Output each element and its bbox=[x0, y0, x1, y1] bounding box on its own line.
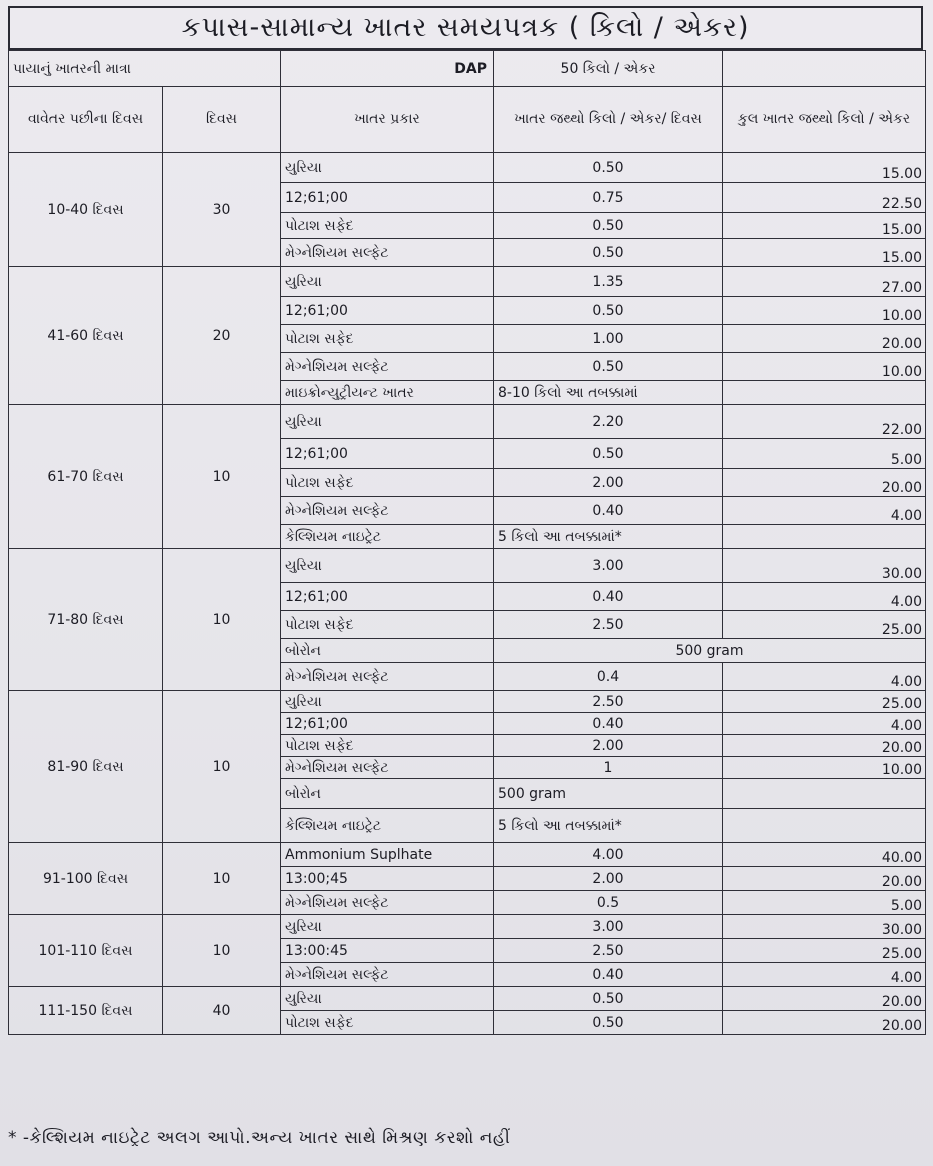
per-day-qty-cell: 1.00 bbox=[494, 325, 723, 353]
total-qty-cell: 30.00 bbox=[723, 915, 926, 939]
table-row bbox=[9, 915, 926, 939]
days-cell: 10 bbox=[163, 549, 281, 691]
header-days: દિવસ bbox=[163, 87, 281, 153]
per-day-qty-cell: 0.40 bbox=[494, 583, 723, 611]
per-day-qty-cell: 0.50 bbox=[494, 1011, 723, 1035]
fertilizer-type-cell: યુરિયા bbox=[281, 405, 494, 439]
per-day-qty-cell: 2.00 bbox=[494, 867, 723, 891]
schedule-table bbox=[8, 50, 926, 1035]
segment-cell: 81-90 દિવસ bbox=[9, 691, 163, 843]
fertilizer-type-cell: યુરિયા bbox=[281, 153, 494, 183]
segment-cell: 41-60 દિવસ bbox=[9, 267, 163, 405]
days-cell: 20 bbox=[163, 267, 281, 405]
days-cell: 10 bbox=[163, 843, 281, 915]
per-day-qty-cell: 1.35 bbox=[494, 267, 723, 297]
basal-empty-cell bbox=[723, 51, 926, 87]
fertilizer-type-cell: 13:00:45 bbox=[281, 939, 494, 963]
fertilizer-type-cell: પોટાશ સફેદ bbox=[281, 1011, 494, 1035]
table-row bbox=[9, 987, 926, 1011]
per-day-qty-cell: 0.50 bbox=[494, 297, 723, 325]
fertilizer-type-cell: મેગ્નેશિયમ સલ્ફેટ bbox=[281, 239, 494, 267]
total-qty-cell: 20.00 bbox=[723, 987, 926, 1011]
table-row bbox=[9, 405, 926, 439]
total-qty-cell: 4.00 bbox=[723, 583, 926, 611]
fertilizer-type-cell: 12;61;00 bbox=[281, 297, 494, 325]
fertilizer-type-cell: યુરિયા bbox=[281, 915, 494, 939]
per-day-qty-cell: 0.4 bbox=[494, 663, 723, 691]
days-cell: 40 bbox=[163, 987, 281, 1035]
note-cell: 500 gram bbox=[494, 639, 926, 663]
segment-cell: 101-110 દિવસ bbox=[9, 915, 163, 987]
basal-label: પાયાનું ખાતરની માત્રા bbox=[9, 51, 281, 87]
days-cell: 30 bbox=[163, 153, 281, 267]
segment-cell: 71-80 દિવસ bbox=[9, 549, 163, 691]
total-qty-cell: 10.00 bbox=[723, 757, 926, 779]
per-day-qty-cell: 0.40 bbox=[494, 497, 723, 525]
total-qty-cell: 22.50 bbox=[723, 183, 926, 213]
total-qty-cell: 4.00 bbox=[723, 713, 926, 735]
table-row bbox=[9, 843, 926, 867]
fertilizer-type-cell: 12;61;00 bbox=[281, 183, 494, 213]
fertilizer-type-cell: 12;61;00 bbox=[281, 439, 494, 469]
per-day-qty-cell: 0.50 bbox=[494, 213, 723, 239]
per-day-qty-cell: 4.00 bbox=[494, 843, 723, 867]
segment-cell: 111-150 દિવસ bbox=[9, 987, 163, 1035]
segment-cell: 91-100 દિવસ bbox=[9, 843, 163, 915]
fertilizer-type-cell: બોરોન bbox=[281, 779, 494, 809]
total-qty-cell: 20.00 bbox=[723, 469, 926, 497]
total-qty-cell: 10.00 bbox=[723, 353, 926, 381]
fertilizer-type-cell: કેલ્શિયમ નાઇટ્રેટ bbox=[281, 525, 494, 549]
note-cell: 5 કિલો આ તબક્કામાં* bbox=[494, 809, 723, 843]
basal-quantity: 50 કિલો / એકર bbox=[494, 51, 723, 87]
fertilizer-type-cell: પોટાશ સફેદ bbox=[281, 325, 494, 353]
basal-fertilizer: DAP bbox=[281, 51, 494, 87]
footnote: * -કેલ્શિયમ નાઇટ્રેટ અલગ આપો.અન્ય ખાતર સાથે મિશ્રણ કરશો નહીં bbox=[8, 1128, 511, 1148]
total-qty-cell: 5.00 bbox=[723, 891, 926, 915]
note-cell: 5 કિલો આ તબક્કામાં* bbox=[494, 525, 723, 549]
total-qty-cell: 4.00 bbox=[723, 663, 926, 691]
total-qty-cell: 25.00 bbox=[723, 939, 926, 963]
per-day-qty-cell: 0.5 bbox=[494, 891, 723, 915]
fertilizer-type-cell: મેગ્નેશિયમ સલ્ફેટ bbox=[281, 497, 494, 525]
total-qty-cell: 20.00 bbox=[723, 325, 926, 353]
days-cell: 10 bbox=[163, 405, 281, 549]
total-qty-cell bbox=[723, 809, 926, 843]
fertilizer-type-cell: યુરિયા bbox=[281, 267, 494, 297]
header-total-qty: કુલ ખાતર જથ્થો કિલો / એકર bbox=[723, 87, 926, 153]
table-row bbox=[9, 153, 926, 183]
fertilizer-type-cell: મેગ્નેશિયમ સલ્ફેટ bbox=[281, 353, 494, 381]
per-day-qty-cell: 1 bbox=[494, 757, 723, 779]
total-qty-cell: 5.00 bbox=[723, 439, 926, 469]
total-qty-cell: 27.00 bbox=[723, 267, 926, 297]
per-day-qty-cell: 3.00 bbox=[494, 915, 723, 939]
per-day-qty-cell: 0.50 bbox=[494, 987, 723, 1011]
per-day-qty-cell: 0.50 bbox=[494, 439, 723, 469]
basal-row bbox=[9, 51, 926, 87]
total-qty-cell: 4.00 bbox=[723, 963, 926, 987]
per-day-qty-cell: 2.20 bbox=[494, 405, 723, 439]
per-day-qty-cell: 2.00 bbox=[494, 735, 723, 757]
per-day-qty-cell: 0.50 bbox=[494, 239, 723, 267]
total-qty-cell bbox=[723, 525, 926, 549]
per-day-qty-cell: 0.40 bbox=[494, 963, 723, 987]
fertilizer-type-cell: 12;61;00 bbox=[281, 583, 494, 611]
header-fertilizer-type: ખાતર પ્રકાર bbox=[281, 87, 494, 153]
per-day-qty-cell: 0.50 bbox=[494, 353, 723, 381]
total-qty-cell: 20.00 bbox=[723, 1011, 926, 1035]
total-qty-cell: 40.00 bbox=[723, 843, 926, 867]
note-cell: 8-10 કિલો આ તબક્કામાં bbox=[494, 381, 723, 405]
fertilizer-type-cell: યુરિયા bbox=[281, 549, 494, 583]
total-qty-cell: 15.00 bbox=[723, 239, 926, 267]
fertilizer-type-cell: યુરિયા bbox=[281, 691, 494, 713]
days-cell: 10 bbox=[163, 915, 281, 987]
total-qty-cell: 15.00 bbox=[723, 213, 926, 239]
fertilizer-type-cell: મેગ્નેશિયમ સલ્ફેટ bbox=[281, 963, 494, 987]
page-title: કપાસ-સામાન્ય ખાતર સમયપત્રક ( કિલો / એકર) bbox=[8, 6, 923, 50]
fertilizer-type-cell: મેગ્નેશિયમ સલ્ફેટ bbox=[281, 757, 494, 779]
per-day-qty-cell: 2.50 bbox=[494, 611, 723, 639]
total-qty-cell: 4.00 bbox=[723, 497, 926, 525]
per-day-qty-cell: 0.75 bbox=[494, 183, 723, 213]
total-qty-cell: 30.00 bbox=[723, 549, 926, 583]
fertilizer-type-cell: 13:00;45 bbox=[281, 867, 494, 891]
days-cell: 10 bbox=[163, 691, 281, 843]
total-qty-cell: 22.00 bbox=[723, 405, 926, 439]
schedule-table-body bbox=[9, 51, 926, 1035]
total-qty-cell: 20.00 bbox=[723, 735, 926, 757]
fertilizer-type-cell: માઇક્રોન્યુટ્રીયન્ટ ખાતર bbox=[281, 381, 494, 405]
total-qty-cell: 20.00 bbox=[723, 867, 926, 891]
note-cell: 500 gram bbox=[494, 779, 723, 809]
fertilizer-type-cell: મેગ્નેશિયમ સલ્ફેટ bbox=[281, 891, 494, 915]
fertilizer-type-cell: 12;61;00 bbox=[281, 713, 494, 735]
header-row bbox=[9, 87, 926, 153]
total-qty-cell bbox=[723, 381, 926, 405]
total-qty-cell: 10.00 bbox=[723, 297, 926, 325]
segment-cell: 10-40 દિવસ bbox=[9, 153, 163, 267]
per-day-qty-cell: 0.50 bbox=[494, 153, 723, 183]
fertilizer-type-cell: પોટાશ સફેદ bbox=[281, 735, 494, 757]
fertilizer-type-cell: પોટાશ સફેદ bbox=[281, 611, 494, 639]
fertilizer-type-cell: મેગ્નેશિયમ સલ્ફેટ bbox=[281, 663, 494, 691]
total-qty-cell: 25.00 bbox=[723, 611, 926, 639]
header-days-after-sowing: વાવેતર પછીના દિવસ bbox=[9, 87, 163, 153]
fertilizer-type-cell: પોટાશ સફેદ bbox=[281, 213, 494, 239]
total-qty-cell bbox=[723, 779, 926, 809]
table-row bbox=[9, 691, 926, 713]
segment-cell: 61-70 દિવસ bbox=[9, 405, 163, 549]
total-qty-cell: 15.00 bbox=[723, 153, 926, 183]
per-day-qty-cell: 2.00 bbox=[494, 469, 723, 497]
fertilizer-type-cell: Ammonium Suplhate bbox=[281, 843, 494, 867]
total-qty-cell: 25.00 bbox=[723, 691, 926, 713]
per-day-qty-cell: 2.50 bbox=[494, 691, 723, 713]
per-day-qty-cell: 0.40 bbox=[494, 713, 723, 735]
fertilizer-type-cell: બોરોન bbox=[281, 639, 494, 663]
table-row bbox=[9, 267, 926, 297]
fertilizer-type-cell: કેલ્શિયમ નાઇટ્રેટ bbox=[281, 809, 494, 843]
header-per-day-qty: ખાતર જથ્થો કિલો / એકર/ દિવસ bbox=[494, 87, 723, 153]
table-row bbox=[9, 549, 926, 583]
fertilizer-type-cell: યુરિયા bbox=[281, 987, 494, 1011]
fertilizer-type-cell: પોટાશ સફેદ bbox=[281, 469, 494, 497]
per-day-qty-cell: 3.00 bbox=[494, 549, 723, 583]
per-day-qty-cell: 2.50 bbox=[494, 939, 723, 963]
